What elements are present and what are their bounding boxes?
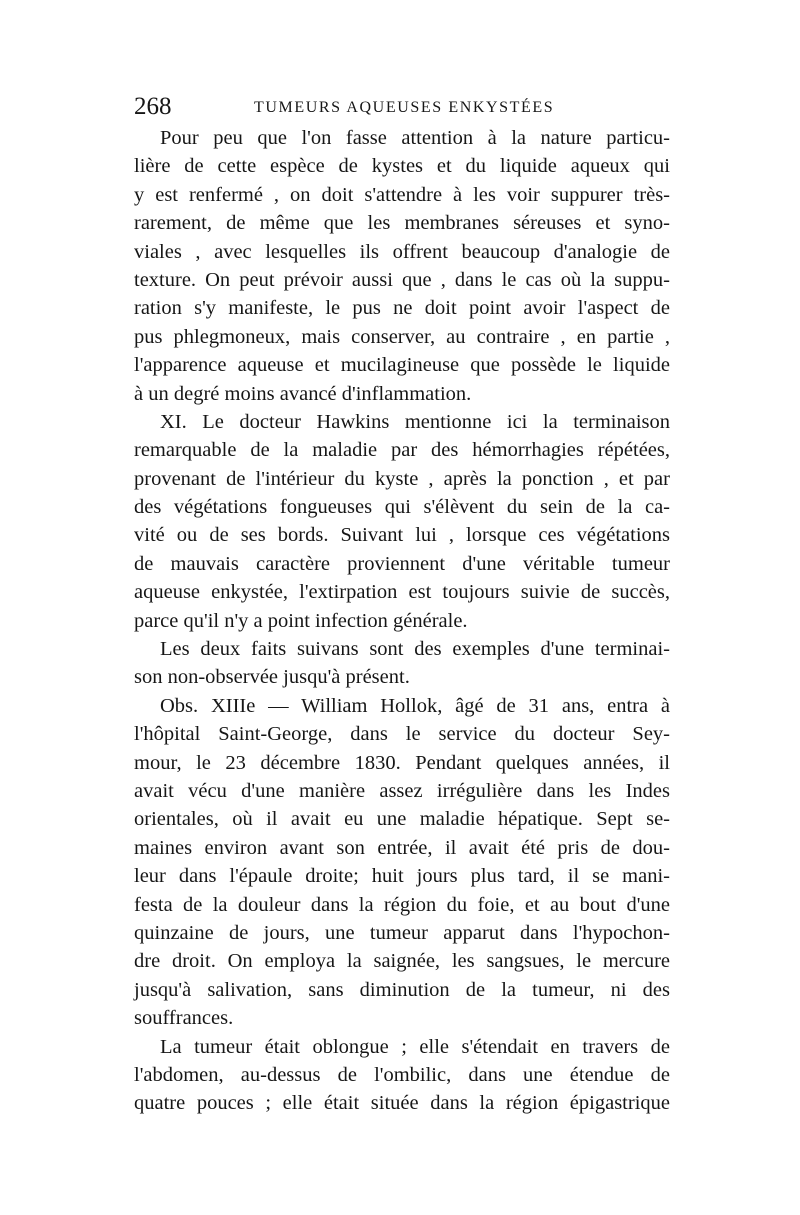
text-line: Obs. XIIIe — William Hollok, âgé de 31 ans, entra à [160, 694, 670, 717]
text-line: vité ou de ses bords. Suivant lui , lorsque ces végétations [134, 524, 670, 547]
text-line: festa de la douleur dans la région du foie, et au bout d'une [134, 893, 670, 916]
text-line: parce qu'il n'y a point infection générale. [134, 609, 468, 632]
text-line: l'apparence aqueuse et mucilagineuse que possède le liquide [134, 354, 670, 377]
text-line: La tumeur était oblongue ; elle s'étendait en travers de [160, 1035, 670, 1058]
text-line: aqueuse enkystée, l'extirpation est toujours suivie de succès, [134, 581, 670, 604]
page-header [134, 90, 680, 124]
text-line: l'abdomen, au-dessus de l'ombilic, dans une étendue de [134, 1063, 670, 1086]
running-title: TUMEURS AQUEUSES ENKYSTÉES [254, 99, 555, 116]
body-text [134, 124, 670, 1118]
text-line: orientales, où il avait eu une maladie hépatique. Sept se- [134, 808, 670, 831]
text-line: provenant de l'intérieur du kyste , après la ponction , et par [134, 467, 670, 490]
text-line: l'hôpital Saint-George, dans le service du docteur Sey- [134, 723, 670, 746]
text-line: Les deux faits suivans sont des exemples d'une terminai- [160, 638, 670, 661]
text-line: jusqu'à salivation, sans diminution de la tumeur, ni des [134, 978, 670, 1001]
text-line: maines environ avant son entrée, il avait été pris de dou- [134, 836, 670, 859]
text-line: avait vécu d'une manière assez irrégulière dans les Indes [134, 779, 670, 802]
text-line: Pour peu que l'on fasse attention à la nature particu- [160, 127, 670, 149]
text-line: pus phlegmoneux, mais conserver, au contraire , en partie , [134, 325, 670, 348]
text-line: mour, le 23 décembre 1830. Pendant quelques années, il [134, 751, 670, 774]
text-line: ration s'y manifeste, le pus ne doit point avoir l'aspect de [134, 297, 670, 320]
text-line: dre droit. On employa la saignée, les sangsues, le mercure [134, 950, 670, 973]
text-line: y est renfermé , on doit s'attendre à les voir suppurer très- [134, 183, 670, 206]
text-line: à un degré moins avancé d'inflammation. [134, 382, 472, 405]
text-line: quinzaine de jours, une tumeur apparut dans l'hypochon- [134, 921, 670, 944]
page-number: 268 [134, 93, 172, 120]
text-line: son non-observée jusqu'à présent. [134, 666, 410, 689]
text-line: rarement, de même que les membranes séreuses et syno- [134, 212, 670, 235]
text-line: quatre pouces ; elle était située dans la région épigastrique [134, 1092, 670, 1115]
text-line: remarquable de la maladie par des hémorrhagies répétées, [134, 439, 670, 462]
text-line: lière de cette espèce de kystes et du liquide aqueux qui [134, 155, 670, 178]
text-line: texture. On peut prévoir aussi que , dans le cas où la suppu- [134, 268, 670, 291]
text-line: des végétations fongueuses qui s'élèvent du sein de la ca- [134, 496, 670, 519]
text-line: viales , avec lesquelles ils offrent beaucoup d'analogie de [134, 240, 670, 263]
text-line: XI. Le docteur Hawkins mentionne ici la terminaison [160, 410, 670, 433]
text-line: souffrances. [134, 1007, 234, 1030]
text-line: de mauvais caractère proviennent d'une véritable tumeur [134, 552, 670, 575]
text-line: leur dans l'épaule droite; huit jours plus tard, il se mani- [134, 865, 670, 888]
